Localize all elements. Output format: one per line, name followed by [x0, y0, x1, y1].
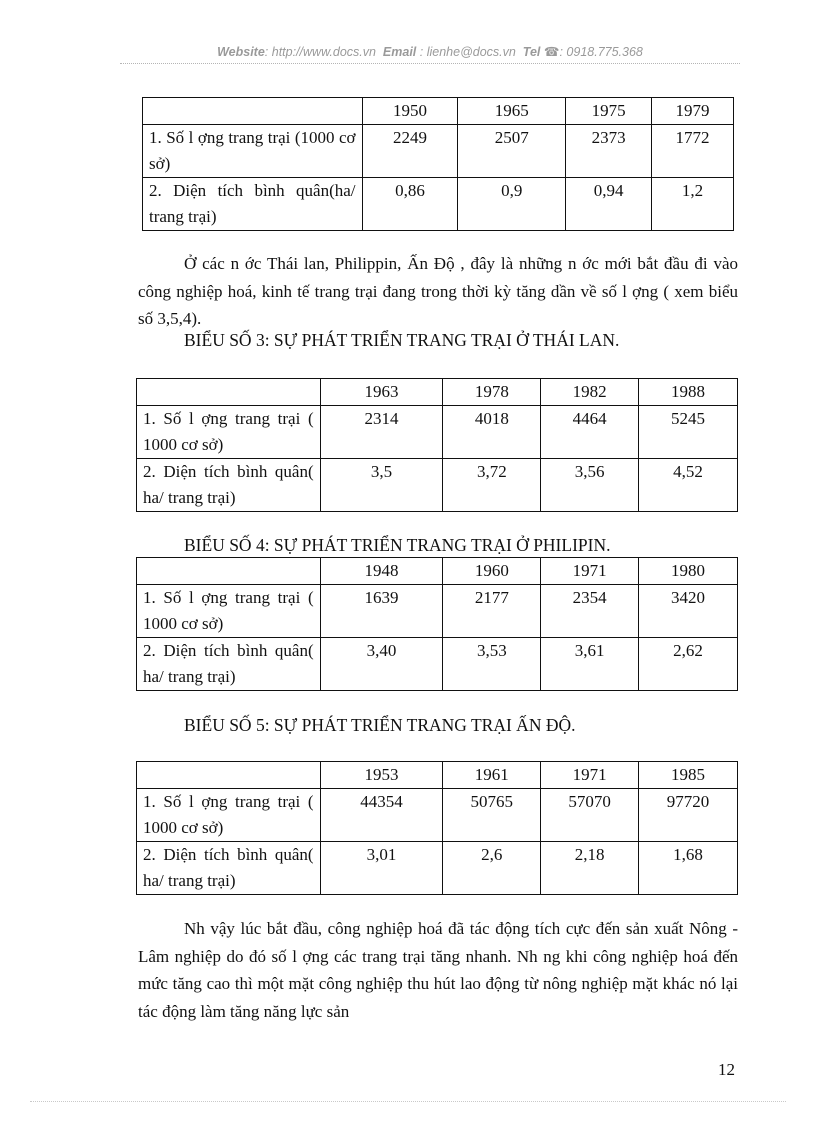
- value-cell: 4018: [443, 406, 541, 459]
- tel-label: Tel: [522, 45, 541, 59]
- table-corner-cell: [137, 762, 321, 789]
- value-cell: 2314: [320, 406, 443, 459]
- value-cell: 1,68: [639, 842, 738, 895]
- value-cell: 0,9: [458, 178, 566, 231]
- tel-number: : 0918.775.368: [559, 45, 643, 59]
- table-row: [137, 459, 738, 512]
- year-cell: 1979: [652, 98, 734, 125]
- year-cell: 1978: [443, 379, 541, 406]
- value-cell: 1639: [320, 585, 443, 638]
- value-cell: 0,94: [566, 178, 652, 231]
- value-cell: 3,5: [320, 459, 443, 512]
- table-header-row: [137, 558, 738, 585]
- table-4-title: BIỂU SỐ 4: SỰ PHÁT TRIỂN TRANG TRẠI Ở PHILIPIN.: [184, 535, 611, 555]
- value-cell: 2373: [566, 125, 652, 178]
- value-cell: 2177: [443, 585, 541, 638]
- value-cell: 2507: [458, 125, 566, 178]
- year-cell: 1982: [541, 379, 639, 406]
- table-4-philippines: [136, 557, 738, 691]
- table-row: [137, 789, 738, 842]
- year-cell: 1971: [541, 762, 639, 789]
- value-cell: 3,40: [320, 638, 443, 691]
- row-label-count: 1. Số l ợng trang trại ( 1000 cơ sở): [137, 406, 321, 459]
- value-cell: 3,56: [541, 459, 639, 512]
- value-cell: 5245: [639, 406, 738, 459]
- year-cell: 1948: [320, 558, 443, 585]
- table-row: [137, 638, 738, 691]
- table-header-row: [137, 379, 738, 406]
- paragraph-conclusion: Nh vậy lúc bắt đầu, công nghiệp hoá đã tác động tích cực đến sản xuất Nông - Lâm nghiệp do đó số l ợng các trang trại tăng nhanh. Nh ng khi công nghiệp hoá đến mức tăng cao thì một mặt công nghiệp thu hút lao động từ nông nghiệp mặt khác nó lại tác động làm tăng năng lực sản: [138, 919, 738, 1021]
- year-cell: 1975: [566, 98, 652, 125]
- year-cell: 1971: [541, 558, 639, 585]
- row-label-area: 2. Diện tích bình quân( ha/ trang trại): [137, 459, 321, 512]
- value-cell: 2,6: [443, 842, 541, 895]
- value-cell: 1772: [652, 125, 734, 178]
- table-corner-cell: [137, 558, 321, 585]
- row-label-area: 2. Diện tích bình quân( ha/ trang trại): [137, 842, 321, 895]
- table-row: [137, 585, 738, 638]
- value-cell: 4464: [541, 406, 639, 459]
- row-label-count: 1. Số l ợng trang trại ( 1000 cơ sở): [137, 585, 321, 638]
- year-cell: 1953: [320, 762, 443, 789]
- table-row: [143, 125, 734, 178]
- table-corner-cell: [143, 98, 363, 125]
- table-5-india: [136, 761, 738, 895]
- year-cell: 1960: [443, 558, 541, 585]
- email-label: Email: [382, 45, 417, 59]
- page-header: [120, 44, 740, 64]
- table-5-title: BIỂU SỐ 5: SỰ PHÁT TRIỂN TRANG TRẠI ẤN ĐỘ.: [184, 715, 576, 735]
- year-cell: 1963: [320, 379, 443, 406]
- website-url: : http://www.docs.vn: [264, 45, 376, 59]
- value-cell: 2354: [541, 585, 639, 638]
- value-cell: 0,86: [362, 178, 458, 231]
- row-label-area: 2. Diện tích bình quân( ha/ trang trại): [137, 638, 321, 691]
- value-cell: 50765: [443, 789, 541, 842]
- value-cell: 3,01: [320, 842, 443, 895]
- row-label-count: 1. Số l ợng trang trại ( 1000 cơ sở): [137, 789, 321, 842]
- value-cell: 2,18: [541, 842, 639, 895]
- table-row: [137, 406, 738, 459]
- value-cell: 3,53: [443, 638, 541, 691]
- table-corner-cell: [137, 379, 321, 406]
- table-row: [143, 178, 734, 231]
- year-cell: 1961: [443, 762, 541, 789]
- table-1: [142, 97, 734, 231]
- row-label-count: 1. Số l ợng trang trại (1000 cơ sở): [143, 125, 363, 178]
- value-cell: 57070: [541, 789, 639, 842]
- email-address: : lienhe@docs.vn: [419, 45, 516, 59]
- value-cell: 97720: [639, 789, 738, 842]
- page-number: 12: [718, 1060, 735, 1079]
- value-cell: 2249: [362, 125, 458, 178]
- value-cell: 4,52: [639, 459, 738, 512]
- value-cell: 3420: [639, 585, 738, 638]
- table-3-thailand: [136, 378, 738, 512]
- table-header-row: [137, 762, 738, 789]
- website-label: Website: [217, 45, 265, 59]
- paragraph-intro: Ở các n ớc Thái lan, Philippin, Ấn Độ , đây là những n ớc mới bắt đầu đi vào công nghiệp hoá, kinh tế trang trại đang trong thời kỳ tăng dần về số l ợng ( xem biểu số 3,5,4).: [138, 254, 738, 328]
- table-3-title: BIỂU SỐ 3: SỰ PHÁT TRIỂN TRANG TRẠI Ở THÁI LAN.: [184, 330, 620, 350]
- row-label-area: 2. Diện tích bình quân(ha/ trang trại): [143, 178, 363, 231]
- table-row: [137, 842, 738, 895]
- year-cell: 1988: [639, 379, 738, 406]
- year-cell: 1950: [362, 98, 458, 125]
- year-cell: 1985: [639, 762, 738, 789]
- value-cell: 44354: [320, 789, 443, 842]
- value-cell: 2,62: [639, 638, 738, 691]
- year-cell: 1980: [639, 558, 738, 585]
- value-cell: 3,72: [443, 459, 541, 512]
- value-cell: 1,2: [652, 178, 734, 231]
- value-cell: 3,61: [541, 638, 639, 691]
- year-cell: 1965: [458, 98, 566, 125]
- footer-divider: [30, 1101, 786, 1102]
- phone-icon: ☎: [543, 45, 560, 59]
- table-header-row: [143, 98, 734, 125]
